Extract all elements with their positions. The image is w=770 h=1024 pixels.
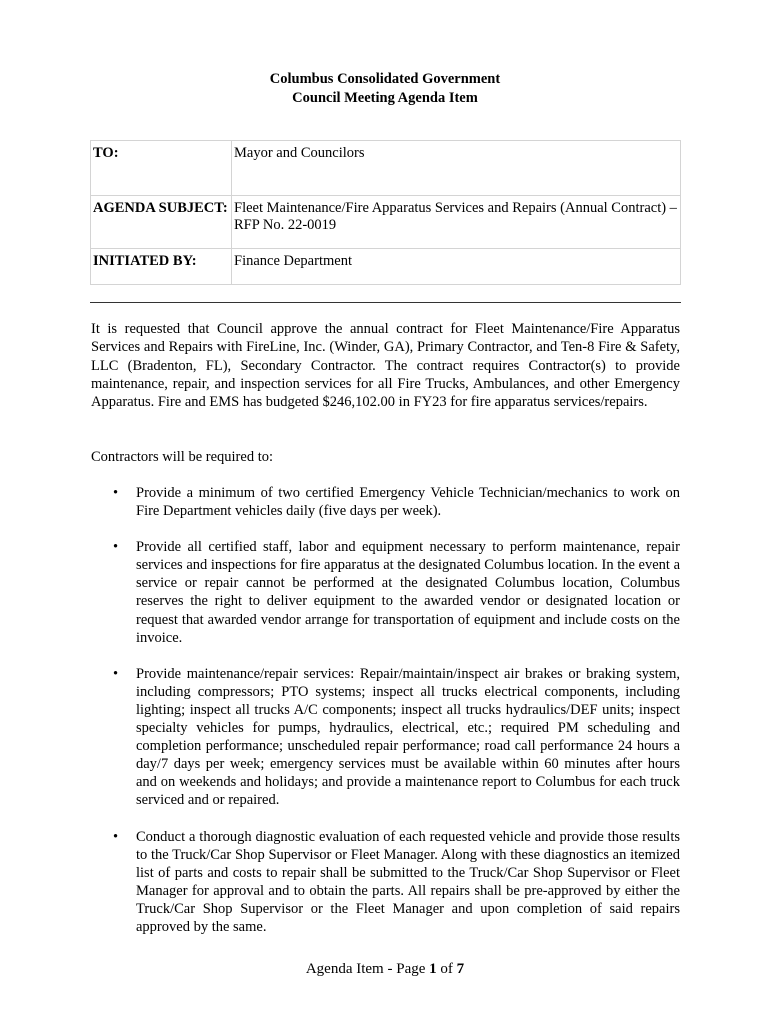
- list-item: [91, 665, 680, 810]
- table-label-to: TO:: [91, 141, 232, 196]
- table-row-to: [91, 141, 681, 196]
- table-label-initiated-by: INITIATED BY:: [91, 249, 232, 285]
- intro-paragraph: It is requested that Council approve the annual contract for Fleet Maintenance/Fire Apparatus Services and Repairs with FireLine, Inc. (Winder, GA), Primary Contractor, and Ten-8 Fire & Safety, LLC (Bradenton, FL), Secondary Contractor. The contract requires Contractor(s) to provide maintenance, repair, and inspection services for all Fire Trucks, Ambulances, and other Emergency Apparatus. Fire and EMS has budgeted $246,102.00 in FY23 for fire apparatus services/repairs.: [91, 321, 680, 411]
- footer-page-total: 7: [456, 961, 465, 977]
- header-organization: Columbus Consolidated Government: [269, 71, 501, 87]
- document-header: [0, 70, 770, 108]
- requirements-intro: Contractors will be required to:: [91, 449, 274, 465]
- table-row-agenda-subject: [91, 196, 681, 249]
- bullet-icon: •: [113, 539, 119, 556]
- list-item: [91, 484, 680, 520]
- bullet-icon: •: [113, 828, 119, 845]
- list-item-text: Conduct a thorough diagnostic evaluation of each requested vehicle and provide those results to the Truck/Car Shop Supervisor or Fleet Manager. Along with these diagnostics an itemized list of parts and costs to repair shall be submitted to the Truck/Car Shop Supervisor or Fleet Manager for approval and to obtain the parts. All repairs shall be pre-approved by either the Truck/Car Shop Supervisor or the Fleet Manager and upon completion of said repairs approved by the same.: [136, 828, 680, 935]
- list-item: [91, 538, 680, 647]
- agenda-info-table: [90, 140, 681, 285]
- bullet-icon: •: [113, 485, 119, 501]
- table-value-initiated-by: Finance Department: [232, 249, 681, 285]
- bullet-icon: •: [113, 665, 119, 682]
- footer-of: of: [436, 961, 457, 977]
- footer-prefix: Agenda Item - Page: [305, 961, 430, 977]
- table-value-agenda-subject: Fleet Maintenance/Fire Apparatus Services and Repairs (Annual Contract) – RFP No. 22-0019: [232, 196, 681, 249]
- list-item: [91, 828, 680, 937]
- table-row-initiated-by: [91, 249, 681, 285]
- list-item-text: Provide a minimum of two certified Emergency Vehicle Technician/mechanics to work on Fire Department vehicles daily (five days per week).: [136, 485, 680, 520]
- table-label-agenda-subject: AGENDA SUBJECT:: [91, 196, 232, 249]
- footer-page-number: 1: [429, 961, 437, 977]
- requirements-list: [91, 484, 680, 954]
- list-item-text: Provide maintenance/repair services: Repair/maintain/inspect air brakes or braking system, including compressors; PTO systems; inspect all trucks electrical components, including lighting; inspect all trucks A/C components; inspect all trucks hydraulics/DEF units; inspect specialty vehicles for pumps, hydraulics, electrical, etc.; required PM scheduling and completion performance; unscheduled repair performance; road call performance 24 hours a day/7 days per week; emergency services must be available within 60 minutes after hours and on weekends and holidays; and provide a maintenance report to Columbus for each truck serviced and or repaired.: [136, 665, 680, 809]
- horizontal-divider: [90, 302, 681, 303]
- table-value-to: Mayor and Councilors: [232, 141, 681, 196]
- header-document-type: Council Meeting Agenda Item: [292, 90, 478, 106]
- list-item-text: Provide all certified staff, labor and equipment necessary to perform maintenance, repair services and inspections for fire apparatus at the designated Columbus location. In the event a service or repair cannot be performed at the designated Columbus location, Columbus reserves the right to deliver equipment to the awarded vendor or designated location or request that awarded vendor arrange for transportation of equipment and include costs on the invoice.: [136, 539, 680, 646]
- page-footer: [0, 960, 770, 978]
